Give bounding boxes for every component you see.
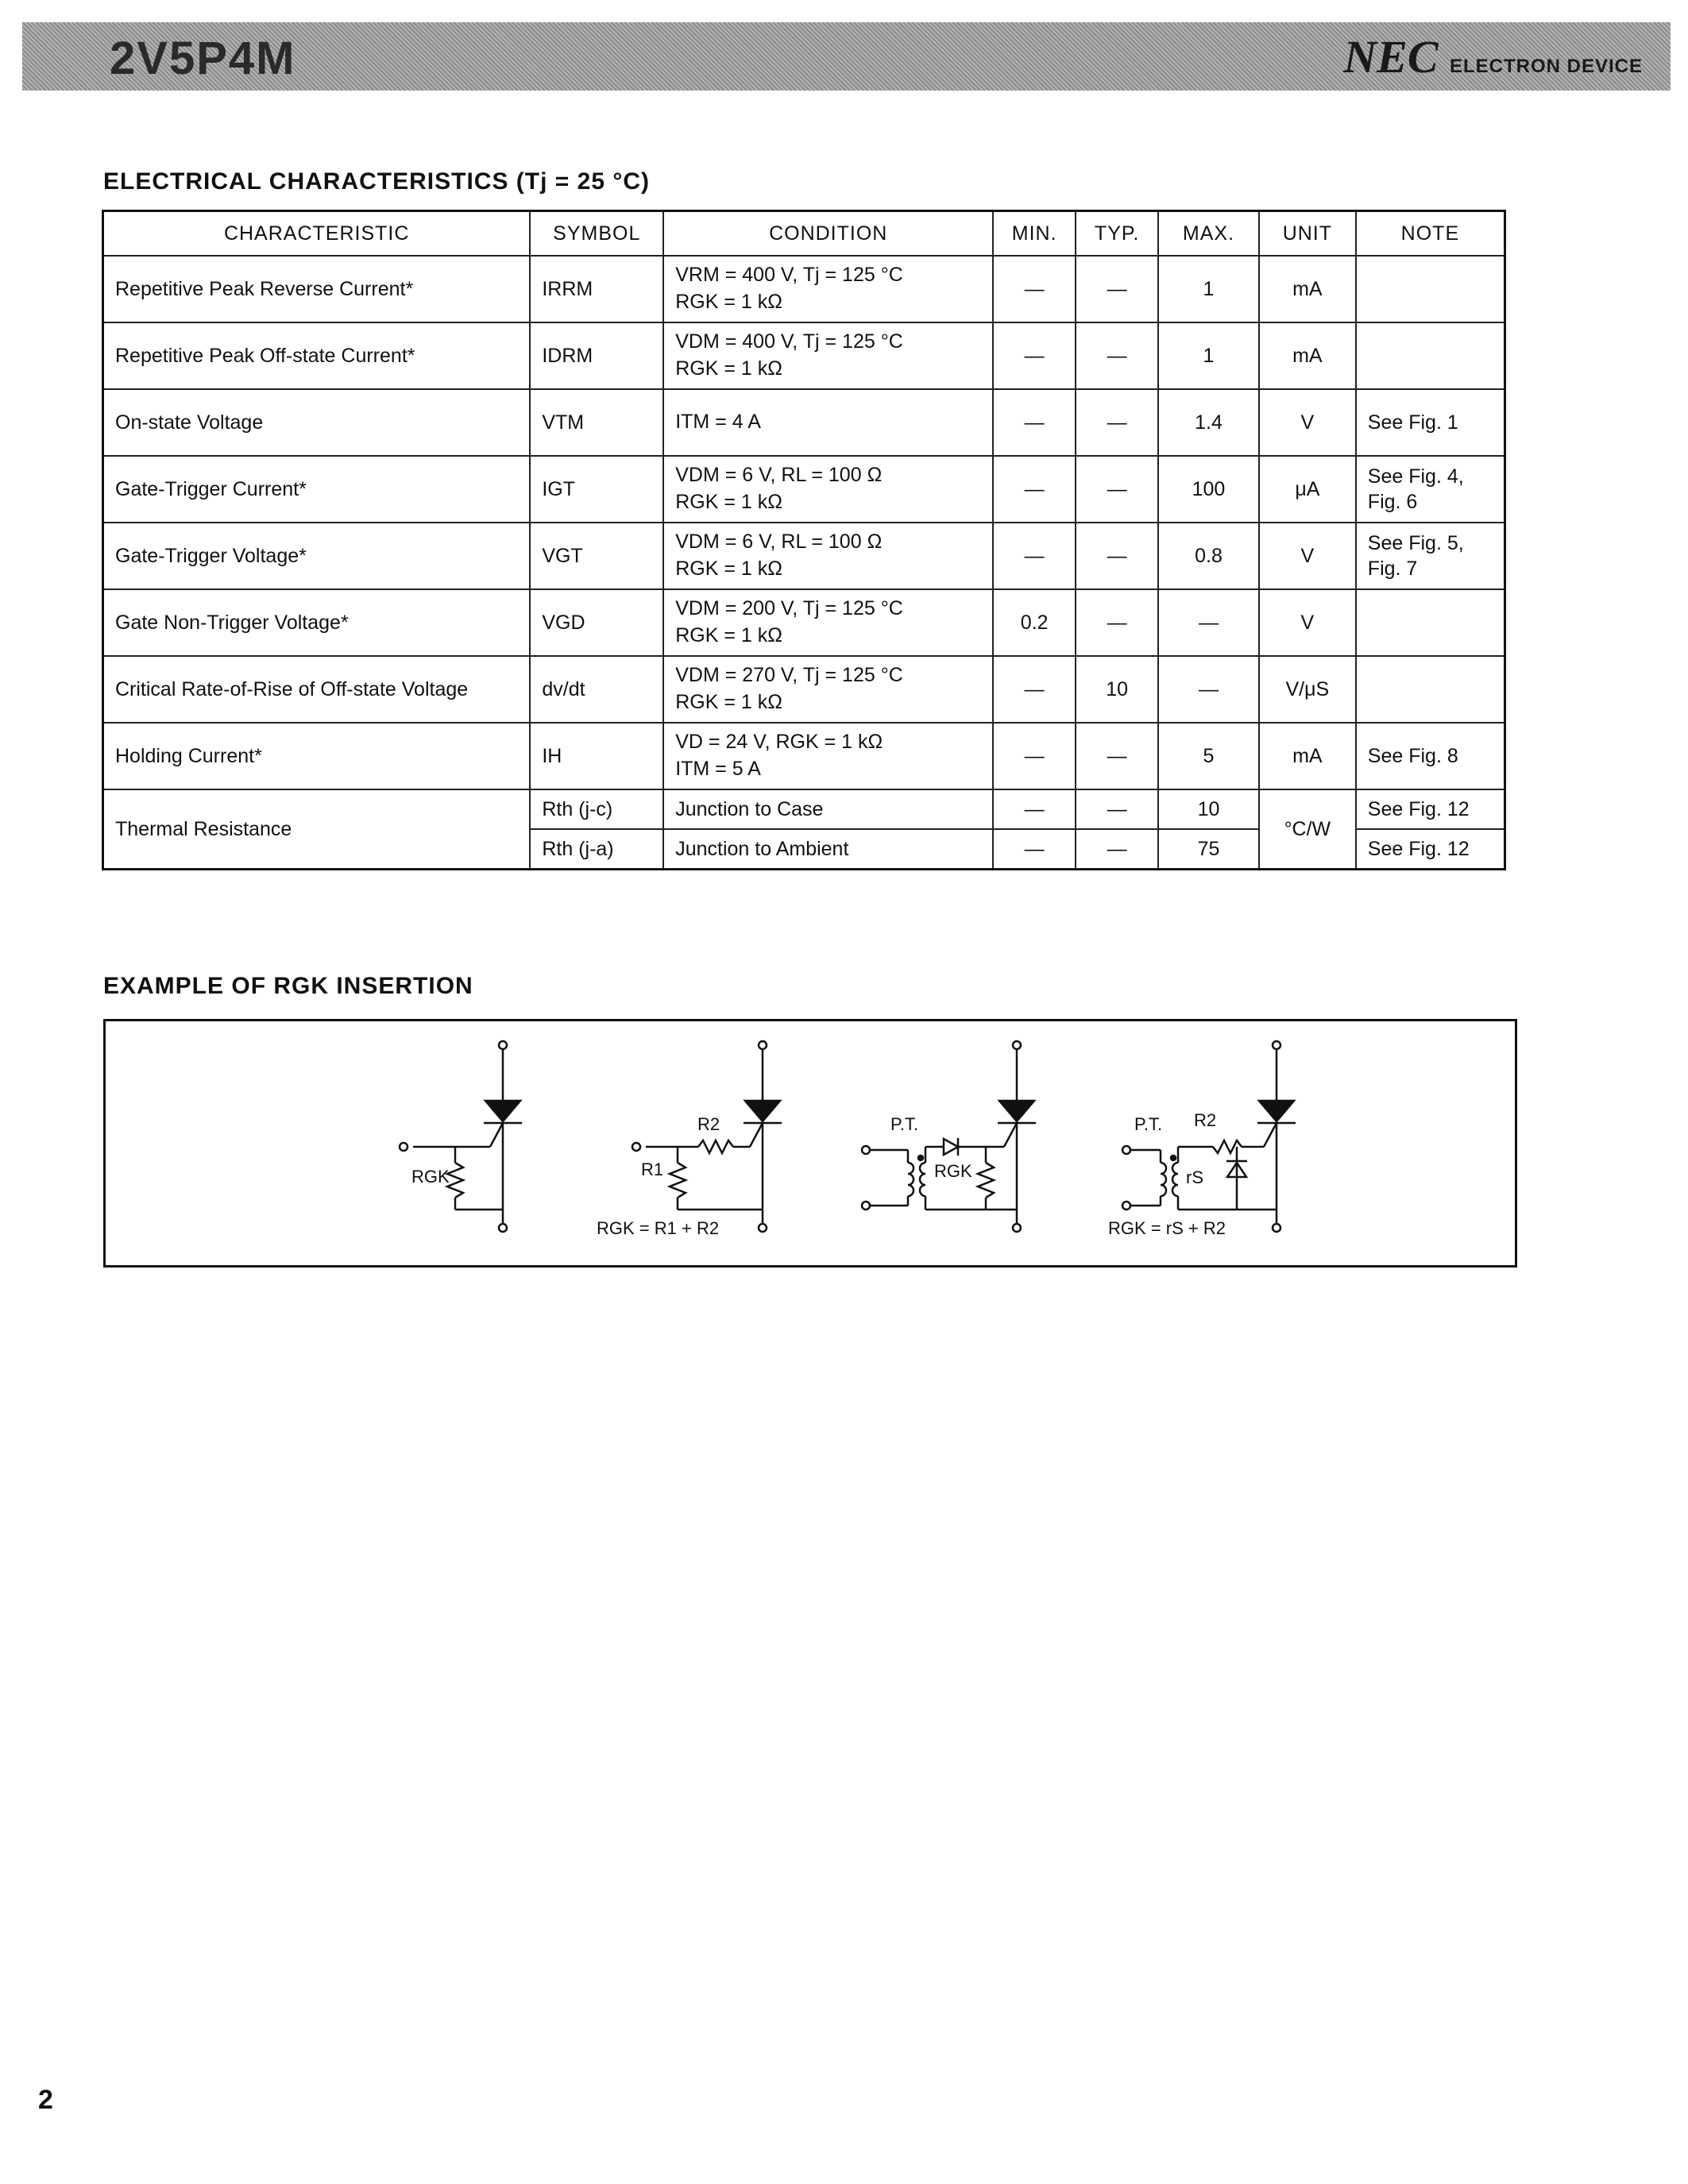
brand-subtitle: ELECTRON DEVICE [1449,56,1643,77]
table-header-row [103,211,1505,257]
cell-condition: VDM = 6 V, RL = 100 Ω RGK = 1 kΩ [663,523,993,589]
cell-max: — [1158,589,1259,656]
cell-unit: mA [1259,256,1356,322]
cell-unit: V/μS [1259,656,1356,723]
cell-max: 0.8 [1158,523,1259,589]
cell-typ: — [1076,389,1158,456]
column-header: UNIT [1259,211,1356,257]
cell-min: — [993,723,1076,789]
circuit-pulse-transformer-diode [1122,1041,1296,1232]
cell-symbol: IGT [530,456,663,523]
cell-typ: — [1076,829,1158,870]
cell-typ: — [1076,589,1158,656]
cell-symbol: Rth (j-a) [530,829,663,870]
label-rgk-2: RGK [934,1161,972,1181]
cell-min: — [993,789,1076,829]
cell-note [1356,322,1505,389]
cell-note [1356,656,1505,723]
cell-characteristic: Thermal Resistance [103,789,531,870]
cell-condition: VDM = 270 V, Tj = 125 °C RGK = 1 kΩ [663,656,993,723]
cell-max: 75 [1158,829,1259,870]
rgk-insertion-diagram [103,1019,1517,1268]
cell-unit: μA [1259,456,1356,523]
table-row [103,256,1505,322]
label-r2-1: R2 [697,1114,720,1134]
cell-condition: ITM = 4 A [663,389,993,456]
brand-logo [1343,30,1643,83]
cell-note: See Fig. 5, Fig. 7 [1356,523,1505,589]
cell-min: — [993,456,1076,523]
cell-symbol: IH [530,723,663,789]
cell-unit: mA [1259,723,1356,789]
label-rs: rS [1186,1167,1203,1187]
circuit-pulse-transformer [862,1041,1036,1232]
cell-characteristic: Gate-Trigger Current* [103,456,531,523]
cell-max: 1 [1158,256,1259,322]
cell-max: 5 [1158,723,1259,789]
cell-unit: mA [1259,322,1356,389]
cell-condition: VRM = 400 V, Tj = 125 °C RGK = 1 kΩ [663,256,993,322]
cell-symbol: Rth (j-c) [530,789,663,829]
table-row [103,656,1505,723]
circuit-r1-r2 [632,1041,782,1232]
label-formula-1: RGK = R1 + R2 [597,1218,720,1238]
label-r1: R1 [641,1160,664,1179]
cell-note: See Fig. 12 [1356,829,1505,870]
label-formula-2: RGK = rS + R2 [1108,1218,1226,1238]
cell-symbol: IRRM [530,256,663,322]
cell-characteristic: Holding Current* [103,723,531,789]
column-header: NOTE [1356,211,1505,257]
cell-symbol: dv/dt [530,656,663,723]
cell-condition: VDM = 6 V, RL = 100 Ω RGK = 1 kΩ [663,456,993,523]
label-rgk-1: RGK [411,1167,450,1187]
table-row [103,456,1505,523]
column-header: CHARACTERISTIC [103,211,531,257]
cell-unit: °C/W [1259,789,1356,870]
cell-note [1356,256,1505,322]
label-pt-1: P.T. [890,1114,919,1134]
page-header [22,22,1671,91]
table-row [103,723,1505,789]
cell-symbol: IDRM [530,322,663,389]
brand-name: NEC [1343,31,1439,83]
table-row [103,523,1505,589]
cell-condition: VDM = 400 V, Tj = 125 °C RGK = 1 kΩ [663,322,993,389]
cell-condition: Junction to Case [663,789,993,829]
table-row-thermal-jc [103,789,1505,829]
cell-symbol: VGD [530,589,663,656]
cell-characteristic: Critical Rate-of-Rise of Off-state Voltage [103,656,531,723]
cell-min: 0.2 [993,589,1076,656]
cell-note: See Fig. 8 [1356,723,1505,789]
cell-characteristic: Gate Non-Trigger Voltage* [103,589,531,656]
cell-typ: — [1076,523,1158,589]
section-title-rgk-insertion: EXAMPLE OF RGK INSERTION [103,973,473,999]
cell-min: — [993,389,1076,456]
cell-unit: V [1259,589,1356,656]
cell-symbol: VGT [530,523,663,589]
cell-max: 1.4 [1158,389,1259,456]
cell-symbol: VTM [530,389,663,456]
cell-max: 10 [1158,789,1259,829]
cell-typ: — [1076,322,1158,389]
cell-typ: 10 [1076,656,1158,723]
table-row [103,389,1505,456]
cell-typ: — [1076,723,1158,789]
cell-characteristic: Repetitive Peak Reverse Current* [103,256,531,322]
cell-min: — [993,523,1076,589]
column-header: MAX. [1158,211,1259,257]
table-row [103,322,1505,389]
cell-typ: — [1076,256,1158,322]
cell-max: — [1158,656,1259,723]
table-row [103,589,1505,656]
page-number: 2 [38,2085,53,2115]
part-number: 2V5P4M [110,33,296,84]
cell-unit: V [1259,523,1356,589]
circuit-basic-rgk [400,1041,522,1232]
cell-note: See Fig. 1 [1356,389,1505,456]
cell-min: — [993,322,1076,389]
cell-max: 100 [1158,456,1259,523]
column-header: MIN. [993,211,1076,257]
cell-condition: VDM = 200 V, Tj = 125 °C RGK = 1 kΩ [663,589,993,656]
cell-characteristic: Repetitive Peak Off-state Current* [103,322,531,389]
cell-condition: VD = 24 V, RGK = 1 kΩ ITM = 5 A [663,723,993,789]
column-header: SYMBOL [530,211,663,257]
cell-min: — [993,656,1076,723]
table-body [103,256,1505,870]
label-r2-2: R2 [1194,1110,1217,1130]
cell-characteristic: On-state Voltage [103,389,531,456]
cell-max: 1 [1158,322,1259,389]
cell-note: See Fig. 12 [1356,789,1505,829]
cell-note [1356,589,1505,656]
cell-unit: V [1259,389,1356,456]
section-title-electrical: ELECTRICAL CHARACTERISTICS (Tj = 25 °C) [103,168,650,195]
electrical-characteristics-table [102,210,1506,870]
cell-typ: — [1076,456,1158,523]
column-header: CONDITION [663,211,993,257]
cell-condition: Junction to Ambient [663,829,993,870]
cell-min: — [993,256,1076,322]
cell-note: See Fig. 4, Fig. 6 [1356,456,1505,523]
column-header: TYP. [1076,211,1158,257]
cell-characteristic: Gate-Trigger Voltage* [103,523,531,589]
cell-min: — [993,829,1076,870]
cell-typ: — [1076,789,1158,829]
label-pt-2: P.T. [1134,1114,1163,1134]
